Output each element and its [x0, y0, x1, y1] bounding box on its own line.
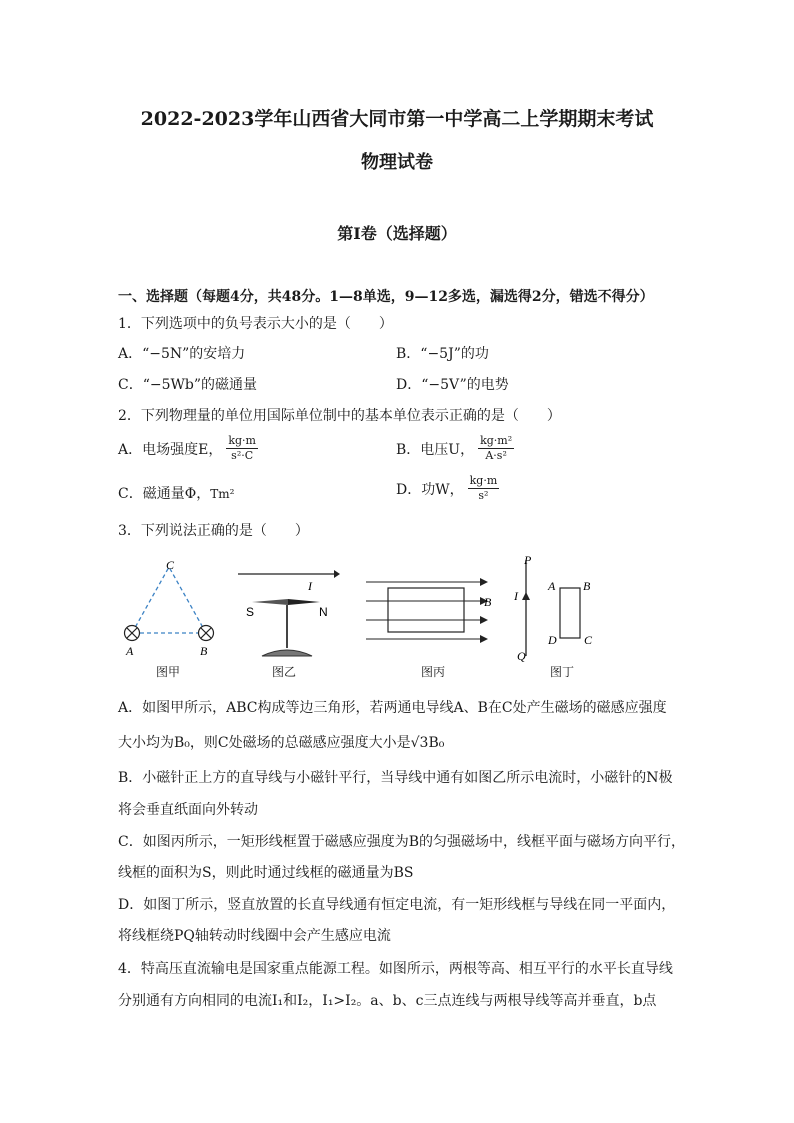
q2-option-b-num: kg·m²	[480, 434, 513, 447]
rectangular-coil	[560, 588, 580, 638]
volume-heading: 第I卷（选择题）	[337, 224, 457, 243]
figure-ding-label-p: P	[524, 553, 532, 567]
figure-ding-label-b: B	[583, 579, 591, 593]
q2-option-b-unit	[478, 434, 514, 463]
figure-yi-label-n: N	[319, 605, 328, 619]
exam-title: 2022-2023学年山西省大同市第一中学高二上学期期末考试	[140, 108, 654, 130]
figure-jia-caption: 图甲	[155, 665, 180, 679]
q2-option-a-den: s²·C	[231, 449, 254, 462]
q2-option-c-unit: Tm²	[210, 487, 235, 501]
q3-option-a-line2: 大小均为B₀，则C处磁场的总磁感应强度大小是√3B₀	[118, 735, 445, 751]
q2-stem: 2．下列物理量的单位用国际单位制中的基本单位表示正确的是（ ）	[118, 408, 561, 424]
wire-b-into-page-icon	[199, 626, 214, 641]
rectangular-frame	[388, 588, 464, 632]
q1-option-a: A．“−5N”的安培力	[118, 346, 246, 362]
triangle-side-ac	[132, 567, 169, 633]
q2-option-d-den: s²	[478, 489, 489, 502]
figure-bing-caption: 图丙	[420, 665, 445, 679]
figure-ding-label-a: A	[548, 579, 556, 593]
q3-option-d-line1: D．如图丁所示，竖直放置的长直导线通有恒定电流，有一矩形线框与导线在同一平面内，	[118, 897, 676, 913]
figure-yi-label-i: I	[308, 579, 312, 593]
q3-option-a-line1: A．如图甲所示，ABC构成等边三角形，若两通电导线A、B在C处产生磁场的磁感应强度	[118, 700, 667, 716]
q2-option-d-num: kg·m	[469, 474, 498, 487]
q1-option-c: C．“−5Wb”的磁通量	[118, 377, 258, 393]
figure-jia-label-a: A	[126, 644, 134, 658]
figure-bing-label-b: B	[484, 595, 492, 609]
q2-option-d	[396, 474, 499, 503]
figure-jia-label-c: C	[166, 558, 175, 572]
q3-option-b-line2: 将会垂直纸面向外转动	[118, 802, 258, 818]
q3-option-c-line2: 线框的面积为S，则此时通过线框的磁通量为BS	[118, 865, 414, 881]
figure-bing	[360, 570, 500, 660]
needle-base	[262, 650, 312, 656]
figure-ding-label-i: I	[514, 589, 518, 603]
q2-option-b	[396, 434, 514, 463]
figure-jia-label-b: B	[200, 644, 208, 658]
q2-option-c-label: C．磁通量Φ，	[118, 486, 211, 502]
compass-needle-icon	[252, 599, 320, 605]
q2-option-d-label: D．功W，	[396, 481, 464, 498]
q2-option-b-den: A·s²	[485, 449, 507, 462]
figure-ding	[512, 552, 612, 662]
q1-option-b: B．“−5J”的功	[396, 346, 489, 362]
q2-option-a-unit	[226, 434, 258, 463]
q2-option-a	[118, 434, 258, 463]
current-arrow-icon	[334, 570, 340, 578]
triangle-side-bc	[169, 567, 206, 633]
q2-option-c	[118, 483, 234, 503]
q2-option-a-label: A．电场强度E，	[118, 441, 223, 458]
q4-line1: 4．特高压直流输电是国家重点能源工程。如图所示，两根等高、相互平行的水平长直导线	[118, 961, 673, 977]
field-arrow-icons	[480, 578, 488, 643]
figure-ding-caption: 图丁	[549, 665, 574, 679]
figure-ding-label-d: D	[548, 633, 557, 647]
q2-option-d-unit	[468, 474, 500, 503]
figure-yi-caption: 图乙	[271, 665, 296, 679]
q3-option-d-line2: 将线框绕PQ轴转动时线圈中会产生感应电流	[118, 928, 391, 944]
q2-option-a-num: kg·m	[228, 434, 256, 447]
q3-option-b-line1: B．小磁针正上方的直导线与小磁针平行，当导线中通有如图乙所示电流时，小磁针的N极	[118, 770, 673, 786]
figure-ding-label-q: Q	[517, 649, 526, 662]
q1-option-d: D．“−5V”的电势	[396, 377, 509, 393]
q2-option-b-label: B．电压U，	[396, 441, 475, 458]
field-lines	[366, 582, 482, 639]
q1-stem: 1．下列选项中的负号表示大小的是（ ）	[118, 316, 393, 332]
figure-jia	[118, 555, 218, 665]
section-heading: 一、选择题（每题4分，共48分。1—8单选，9—12多选，漏选得2分，错选不得分）	[118, 289, 654, 305]
current-up-arrow-icon	[522, 592, 530, 600]
q3-option-c-line1: C．如图丙所示，一矩形线框置于磁感应强度为B的匀强磁场中，线框平面与磁场方向平行，	[118, 834, 685, 850]
exam-subtitle: 物理试卷	[361, 152, 433, 173]
wire-a-into-page-icon	[125, 626, 140, 641]
figure-yi	[232, 568, 342, 663]
q3-stem: 3．下列说法正确的是（ ）	[118, 523, 309, 539]
figure-ding-label-c: C	[584, 633, 593, 647]
figure-yi-label-s: S	[246, 605, 255, 619]
q4-line2: 分别通有方向相同的电流I₁和I₂，I₁>I₂。a、b、c三点连线与两根导线等高并垂直，b点	[118, 993, 657, 1009]
